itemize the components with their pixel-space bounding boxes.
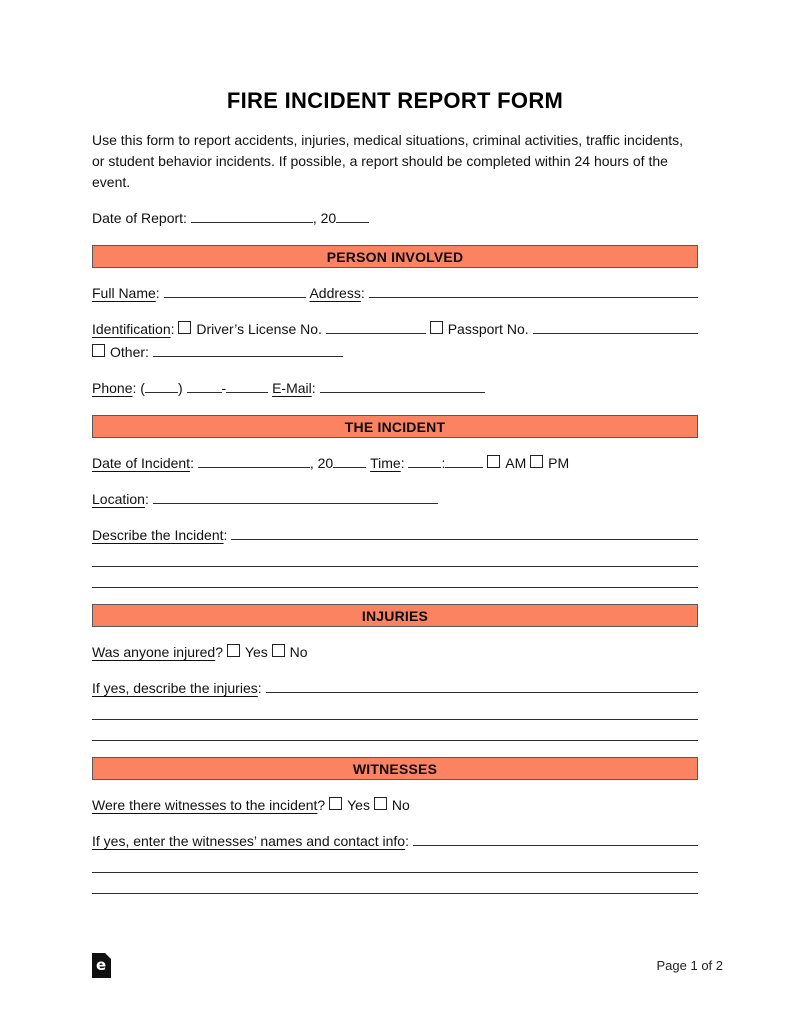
describe-incident-line-continuation[interactable] <box>92 546 698 567</box>
email-field[interactable] <box>320 392 485 393</box>
field-label: Time <box>370 455 401 471</box>
report-date-line <box>92 208 698 229</box>
report-date-field[interactable] <box>191 222 313 223</box>
static-text: - <box>221 380 227 396</box>
static-text: : <box>400 455 409 471</box>
witness-info-line <box>92 831 698 852</box>
checkbox-injured-no[interactable] <box>272 644 285 657</box>
static-text: : <box>155 285 164 301</box>
witness-info-line-continuation[interactable] <box>92 873 698 894</box>
section-header-injuries <box>92 604 698 627</box>
describe-incident-line-continuation[interactable] <box>92 567 698 588</box>
field-label: Was anyone injured <box>92 644 216 660</box>
report-year-field[interactable] <box>336 222 369 223</box>
section-header-the-incident <box>92 415 698 438</box>
static-text: ) <box>177 380 187 396</box>
phone-prefix-field[interactable] <box>187 392 222 393</box>
name-address-line <box>92 283 698 304</box>
witness-info-line-continuation[interactable] <box>92 852 698 873</box>
field-label: Address <box>309 285 361 301</box>
field-label: Location <box>92 491 145 507</box>
checkbox-witnesses-yes[interactable] <box>329 797 342 810</box>
page-footer <box>92 953 723 978</box>
describe-incident-line <box>92 525 698 546</box>
static-text: : <box>223 527 232 543</box>
field-label: If yes, describe the injuries <box>92 680 258 696</box>
time-hour-field[interactable] <box>408 467 441 468</box>
phone-email-line <box>92 378 698 399</box>
static-text: : <box>144 491 153 507</box>
checkbox-injured-yes[interactable] <box>227 644 240 657</box>
field-label: Phone <box>92 380 133 396</box>
witness-info-field[interactable] <box>413 845 698 846</box>
checkbox-other-id[interactable] <box>92 344 105 357</box>
address-field[interactable] <box>369 297 698 298</box>
incident-description-field[interactable] <box>231 539 698 540</box>
checkbox-am[interactable] <box>487 455 500 468</box>
field-label: If yes, enter the witnesses’ names and contact info <box>92 833 406 849</box>
static-text: Driver’s License No. <box>196 321 326 337</box>
describe-injuries-line <box>92 678 698 699</box>
static-text: : <box>170 321 179 337</box>
page-number: Page 1 of 2 <box>656 958 723 973</box>
static-text: ? <box>215 644 227 660</box>
static-text: No <box>391 797 410 813</box>
checkbox-passport[interactable] <box>430 321 443 334</box>
describe-injuries-line-continuation[interactable] <box>92 699 698 720</box>
static-text: , 20 <box>312 210 337 226</box>
static-text: : <box>311 380 320 396</box>
static-text: Yes <box>347 797 374 813</box>
field-label: Describe the Incident <box>92 527 224 543</box>
incident-date-field[interactable] <box>198 467 310 468</box>
time-minute-field[interactable] <box>445 467 483 468</box>
anyone-injured-line <box>92 642 698 663</box>
identification-other-line <box>92 342 698 363</box>
location-field[interactable] <box>153 503 438 504</box>
intro-paragraph: Use this form to report accidents, injuries, medical situations, criminal activities, traffic incidents, or student behavior incidents. If possible, a report should be completed within 24 hours of the event. <box>92 132 684 190</box>
static-text: , 20 <box>309 455 334 471</box>
field-label: Date of Incident <box>92 455 191 471</box>
full-name-field[interactable] <box>164 297 306 298</box>
incident-date-time-line <box>92 453 698 474</box>
checkbox-pm[interactable] <box>530 455 543 468</box>
incident-year-field[interactable] <box>333 467 366 468</box>
describe-injuries-line-continuation[interactable] <box>92 720 698 741</box>
static-text: : <box>190 455 198 471</box>
static-text: Yes <box>244 644 272 660</box>
section-title-injuries: INJURIES <box>361 607 429 624</box>
section-title-witnesses: WITNESSES <box>352 760 438 777</box>
other-id-field[interactable] <box>153 356 343 357</box>
drivers-license-number-field[interactable] <box>326 333 426 334</box>
injuries-description-field[interactable] <box>266 692 698 693</box>
phone-line-field[interactable] <box>226 392 268 393</box>
static-text: AM <box>505 455 531 471</box>
field-label: Were there witnesses to the incident <box>92 797 318 813</box>
static-text: No <box>289 644 308 660</box>
static-text: Passport No. <box>447 321 533 337</box>
static-text: Date of Report: <box>92 210 191 226</box>
passport-number-field[interactable] <box>533 333 698 334</box>
static-text: : <box>360 285 369 301</box>
section-title-the-incident: THE INCIDENT <box>344 418 446 435</box>
section-header-person-involved <box>92 245 698 268</box>
eforms-document-logo <box>92 953 111 978</box>
phone-area-code-field[interactable] <box>145 392 178 393</box>
static-text: PM <box>548 455 570 471</box>
field-label: Full Name <box>92 285 156 301</box>
identification-line <box>92 319 698 340</box>
static-text: : <box>257 680 266 696</box>
static-text: ? <box>317 797 330 813</box>
field-label: E-Mail <box>272 380 312 396</box>
section-header-witnesses <box>92 757 698 780</box>
static-text: : <box>441 455 446 471</box>
eforms-logo-letter: e <box>96 956 107 974</box>
witnesses-question-line <box>92 795 698 816</box>
field-label: Identification <box>92 321 171 337</box>
page-title: FIRE INCIDENT REPORT FORM <box>226 88 564 113</box>
location-line <box>92 489 698 510</box>
static-text: : ( <box>132 380 145 396</box>
checkbox-witnesses-no[interactable] <box>374 797 387 810</box>
static-text: : <box>405 833 413 849</box>
section-title-person-involved: PERSON INVOLVED <box>326 248 464 265</box>
form-body <box>92 208 698 894</box>
static-text: Other: <box>110 344 153 360</box>
checkbox-drivers-license[interactable] <box>178 321 191 334</box>
